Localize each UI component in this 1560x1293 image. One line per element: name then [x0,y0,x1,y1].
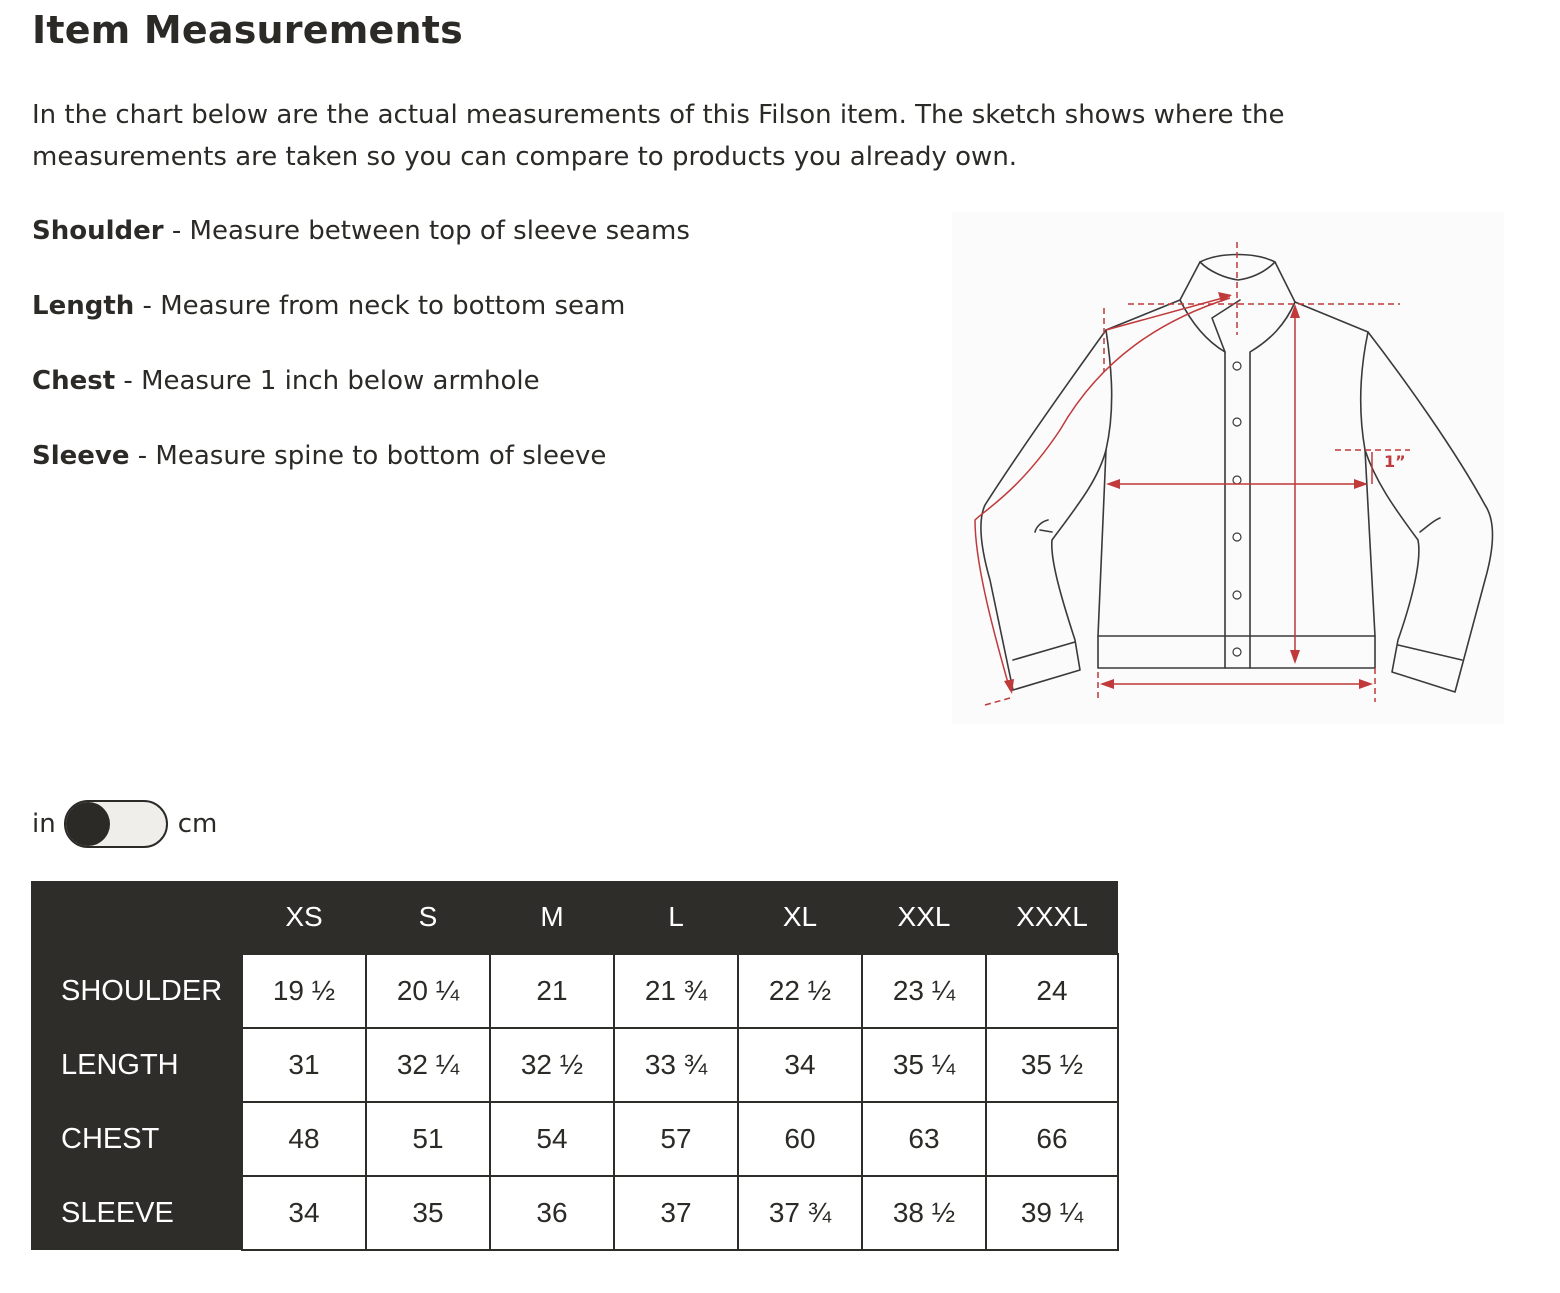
table-cell: 34 [738,1028,862,1102]
size-chart-table [31,881,1119,1251]
table-corner-cell [31,881,242,954]
jacket-measurement-sketch [952,212,1504,724]
sketch-annotation: 1” [1384,452,1406,471]
size-header-xl: XL [738,881,862,954]
definition-separator: - [134,291,161,321]
table-cell: 37 [614,1176,738,1250]
definition-shoulder [32,210,690,285]
table-cell: 22 ½ [738,954,862,1028]
unit-switch[interactable] [64,800,168,848]
table-cell: 51 [366,1102,490,1176]
table-cell: 35 ½ [986,1028,1118,1102]
table-cell: 31 [242,1028,366,1102]
table-cell: 60 [738,1102,862,1176]
size-header-xxl: XXL [862,881,986,954]
definition-text: Measure between top of sleeve seams [189,216,690,246]
table-cell: 21 [490,954,614,1028]
table-cell: 20 ¼ [366,954,490,1028]
table-cell: 37 ¾ [738,1176,862,1250]
table-cell: 24 [986,954,1118,1028]
row-label-shoulder: SHOULDER [31,954,242,1028]
unit-label-in: in [32,809,56,839]
table-row-sleeve [31,1176,1118,1250]
table-cell: 66 [986,1102,1118,1176]
table-cell: 32 ¼ [366,1028,490,1102]
table-cell: 35 ¼ [862,1028,986,1102]
table-cell: 35 [366,1176,490,1250]
size-header-s: S [366,881,490,954]
row-label-chest: CHEST [31,1102,242,1176]
switch-knob[interactable] [66,802,110,846]
table-header-row [31,881,1118,954]
size-header-xxxl: XXXL [986,881,1118,954]
definition-term: Length [32,291,135,321]
definition-text: Measure spine to bottom of sleeve [155,441,607,471]
definition-length [32,285,690,360]
definition-term: Chest [32,366,116,396]
table-cell: 21 ¾ [614,954,738,1028]
size-header-xs: XS [242,881,366,954]
row-label-length: LENGTH [31,1028,242,1102]
definition-term: Shoulder [32,216,164,246]
intro-paragraph: In the chart below are the actual measurements of this Filson item. The sketch shows where the measurements are taken so you can compare to products you already own. [32,100,1285,172]
definition-chest [32,360,690,435]
table-cell: 34 [242,1176,366,1250]
unit-toggle [32,798,217,850]
table-cell: 39 ¼ [986,1176,1118,1250]
table-cell: 32 ½ [490,1028,614,1102]
definition-term: Sleeve [32,441,130,471]
page-title: Item Measurements [32,8,463,52]
measurement-definitions [32,210,690,510]
definition-separator: - [129,441,156,471]
definition-separator: - [163,216,190,246]
definition-text: Measure from neck to bottom seam [160,291,626,321]
table-row-chest [31,1102,1118,1176]
definition-sleeve [32,435,690,510]
size-header-m: M [490,881,614,954]
size-header-l: L [614,881,738,954]
table-cell: 57 [614,1102,738,1176]
table-cell: 36 [490,1176,614,1250]
definition-text: Measure 1 inch below armhole [141,366,540,396]
unit-label-cm: cm [177,809,218,839]
table-cell: 33 ¾ [614,1028,738,1102]
table-row-length [31,1028,1118,1102]
table-cell: 48 [242,1102,366,1176]
table-cell: 19 ½ [242,954,366,1028]
table-cell: 54 [490,1102,614,1176]
table-cell: 63 [862,1102,986,1176]
definition-separator: - [115,366,142,396]
row-label-sleeve: SLEEVE [31,1176,242,1250]
table-cell: 38 ½ [862,1176,986,1250]
table-row-shoulder [31,954,1118,1028]
table-cell: 23 ¼ [862,954,986,1028]
